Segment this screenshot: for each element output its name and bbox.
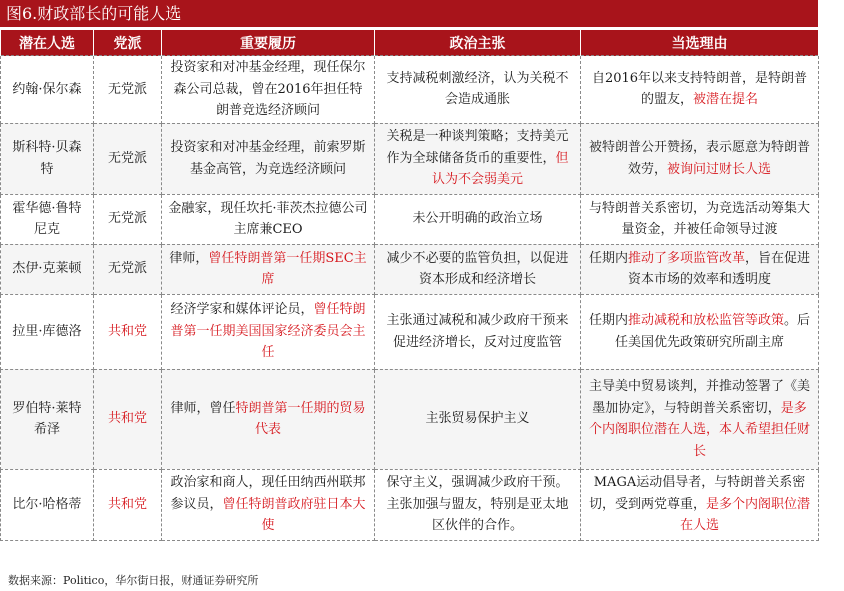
reason-text: ，旨在促进资本市场的效率和透明度 <box>627 250 811 287</box>
policy-text: 关税是一种谈判策略；支持美元作为全球储备货币的重要性， <box>386 129 569 166</box>
reason-text: 主导美中贸易谈判，并推动签署了《美墨加协定》，与特朗普关系密切， <box>588 379 810 416</box>
candidate-name: 杰伊·克莱顿 <box>1 244 94 294</box>
candidate-career <box>162 194 375 244</box>
candidate-name: 比尔·哈格蒂 <box>1 469 94 540</box>
career-text: 投资家和对冲基金经理，现任保尔森公司总裁，曾在2016年担任特朗普竞选经济顾问 <box>170 60 366 118</box>
career-text: 特朗普第一任期的贸易代表 <box>235 400 366 437</box>
candidate-reason <box>581 56 819 124</box>
candidate-party: 无党派 <box>94 244 162 294</box>
table-row <box>1 194 819 244</box>
policy-text: 支持减税刺激经济，认为关税不会造成通胀 <box>386 70 569 108</box>
candidate-party: 共和党 <box>94 469 162 540</box>
career-text: 政治家和商人，现任田纳西州联邦参议员， <box>170 475 366 512</box>
candidate-reason <box>581 369 819 469</box>
table-row <box>1 294 819 369</box>
header-reason: 当选理由 <box>581 30 819 56</box>
table-row <box>1 244 819 294</box>
header-party: 党派 <box>94 30 162 56</box>
reason-text: 自2016年以来支持特朗普，是特朗普的盟友， <box>591 70 808 108</box>
reason-text: 任期内 <box>588 250 628 266</box>
candidate-career <box>162 294 375 369</box>
policy-text: 但认为不会弱美元 <box>431 150 569 188</box>
candidate-reason <box>581 294 819 369</box>
candidate-reason <box>581 469 819 540</box>
candidate-name: 拉里·库德洛 <box>1 294 94 369</box>
header-policy: 政治主张 <box>375 30 581 56</box>
candidate-policy <box>375 469 581 540</box>
career-text: 曾任特朗普第一任期美国国家经济委员会主任 <box>170 302 366 361</box>
candidate-policy <box>375 244 581 294</box>
table-row <box>1 369 819 469</box>
reason-text: MAGA运动倡导者，与特朗普关系密切，受到两党尊重， <box>588 475 806 512</box>
policy-text: 减少不必要的监管负担，以促进资本形成和经济增长 <box>386 250 569 287</box>
candidate-reason <box>581 194 819 244</box>
candidate-party: 无党派 <box>94 56 162 124</box>
candidate-career <box>162 369 375 469</box>
table-body <box>1 56 819 541</box>
reason-text: 。后任美国优先政策研究所副主席 <box>614 313 811 350</box>
reason-text: 被潜在提名 <box>693 92 759 108</box>
candidate-party: 无党派 <box>94 123 162 194</box>
header-name: 潜在人选 <box>1 30 94 56</box>
policy-text: 主张贸易保护主义 <box>425 411 530 427</box>
reason-text: 是多个内阁职位潜在人选，本人希望担任财长 <box>588 400 810 459</box>
candidate-reason <box>581 123 819 194</box>
candidate-career <box>162 469 375 540</box>
table-row <box>1 56 819 124</box>
reason-text: 被特朗普公开赞扬，表示愿意为特朗普效劳， <box>588 140 810 177</box>
candidate-career <box>162 123 375 194</box>
reason-text: 是多个内阁职位潜在人选 <box>679 496 811 534</box>
figure-title: 图6.财政部长的可能人选 <box>0 0 818 27</box>
reason-text: 推动减税和放松监管等政策 <box>627 313 784 328</box>
candidate-name: 约翰·保尔森 <box>1 56 94 124</box>
candidate-name: 罗伯特·莱特希泽 <box>1 369 94 469</box>
candidate-policy <box>375 369 581 469</box>
candidate-policy <box>375 194 581 244</box>
candidate-career <box>162 244 375 294</box>
reason-text: 被询问过财长人选 <box>667 161 772 177</box>
candidate-party: 共和党 <box>94 369 162 469</box>
candidate-reason <box>581 244 819 294</box>
policy-text: 未公开明确的政治立场 <box>412 211 543 227</box>
candidate-name: 霍华德·鲁特尼克 <box>1 194 94 244</box>
candidate-party: 无党派 <box>94 194 162 244</box>
source-note: 数据来源：Politico，华尔街日报，财通证券研究所 <box>8 574 259 587</box>
policy-text: 保守主义，强调减少政府干预。主张加强与盟友，特别是亚太地区伙伴的合作。 <box>386 475 569 534</box>
career-text: 金融家，现任坎托·菲茨杰拉德公司主席兼CEO <box>168 200 368 237</box>
career-text: 曾任特朗普政府驻日本大使 <box>222 496 366 534</box>
header-career: 重要履历 <box>162 30 375 56</box>
candidate-policy <box>375 56 581 124</box>
candidate-career <box>162 56 375 124</box>
candidate-name: 斯科特·贝森特 <box>1 123 94 194</box>
table-row <box>1 469 819 540</box>
policy-text: 主张通过减税和减少政府干预来促进经济增长，反对过度监管 <box>386 313 569 350</box>
career-text: 曾任特朗普第一任期SEC主席 <box>208 250 367 287</box>
reason-text: 推动了多项监管改革 <box>627 250 745 266</box>
career-text: 律师，曾任 <box>170 400 236 416</box>
candidate-party: 共和党 <box>94 294 162 369</box>
candidate-policy <box>375 123 581 194</box>
reason-text: 与特朗普关系密切，为竞选活动筹集大量资金，并被任命领导过渡 <box>588 200 810 237</box>
reason-text: 任期内 <box>588 313 628 328</box>
career-text: 律师， <box>169 250 209 266</box>
candidates-table <box>0 30 819 541</box>
career-text: 投资家和对冲基金经理，前索罗斯基金高管，为竞选经济顾问 <box>170 140 366 177</box>
candidate-policy <box>375 294 581 369</box>
career-text: 经济学家和媒体评论员， <box>170 302 314 318</box>
table-row <box>1 123 819 194</box>
table-header-row <box>1 30 819 56</box>
